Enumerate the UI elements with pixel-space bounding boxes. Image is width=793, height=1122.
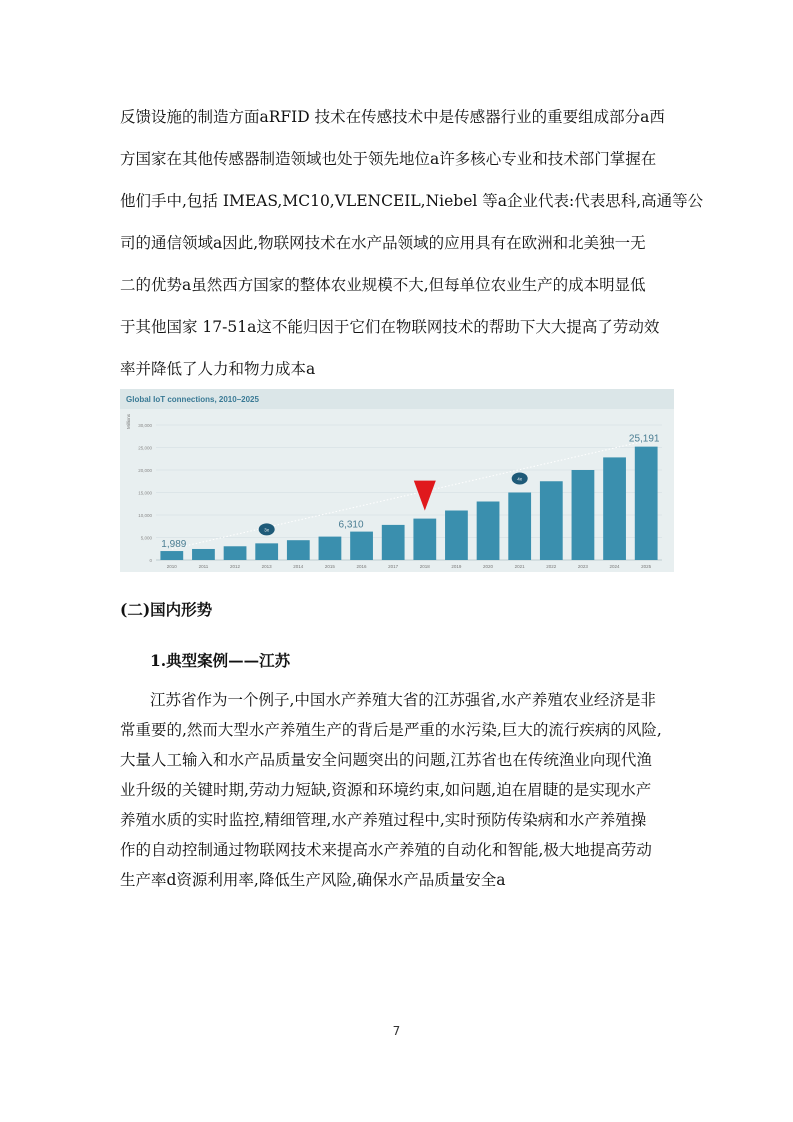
x-tick-label: 2019 [451,564,462,569]
bar [224,546,247,560]
text-line: 方国家在其他传感器制造领域也处于领先地位a许多核心专业和技术部门掌握在 [120,150,657,168]
x-tick-label: 2012 [230,564,241,569]
y-tick-label: 30,000 [138,423,152,428]
data-label: 25,191 [628,433,660,445]
text-line: 司的通信领域a因此,物联网技术在水产品领域的应用具有在欧洲和北美独一无 [120,234,646,252]
section-heading: (二)国内形势 [120,600,213,619]
text-line: 大量人工输入和水产品质量安全问题突出的问题,江苏省也在传统渔业向现代渔 [120,751,652,769]
bar [255,543,278,560]
data-label: 6,310 [338,519,364,531]
bar [287,540,310,560]
y-tick-label: 25,000 [138,445,152,451]
x-tick-label: 2015 [324,564,335,569]
x-tick-label: 2013 [261,564,272,569]
x-tick-label: 2020 [483,564,494,569]
y-tick-label: 15,000 [138,490,152,496]
text-line: 于其他国家 17-51a这不能归因于它们在物联网技术的帮助下大大提高了劳动效 [120,318,660,336]
x-tick-label: 2017 [388,564,399,569]
text-line: 二的优势a虽然西方国家的整体农业规模不大,但每单位农业生产的成本明显低 [120,276,646,294]
text-line: 反馈设施的制造方面aRFID 技术在传感技术中是传感器行业的重要组成部分a西 [120,108,665,126]
x-tick-label: 2024 [609,564,620,569]
text-line: 生产率d资源利用率,降低生产风险,确保水产品质量安全a [120,871,506,889]
x-tick-label: 2014 [293,564,304,569]
x-tick-label: 2010 [166,564,177,569]
iot-connections-chart [120,389,674,572]
y-tick-label: 20,000 [138,468,152,473]
bar [350,532,373,560]
bar [477,502,500,561]
bar [192,549,215,560]
growth-bubble-label: 3x [264,527,270,533]
x-tick-label: 2011 [198,564,209,569]
bar [572,470,595,560]
x-tick-label: 2023 [577,564,588,569]
y-tick-label: 0 [149,558,152,563]
bar [160,551,183,560]
subsection-heading: 1.典型案例——江苏 [150,651,291,670]
bar [635,447,658,560]
bar [413,519,436,560]
bar [508,493,531,561]
y-tick-label: 10,000 [138,513,152,518]
page-number: 7 [392,1024,401,1038]
x-tick-label: 2022 [546,564,557,569]
text-line: 江苏省作为一个例子,中国水产养殖大省的江苏强省,水产养殖农业经济是非 [150,691,656,709]
y-axis-label: Millions [126,413,131,429]
x-tick-label: 2025 [641,564,652,569]
text-line: 作的自动控制通过物联网技术来提高水产养殖的自动化和智能,极大地提高劳动 [120,841,652,859]
x-tick-label: 2021 [514,564,525,569]
text-line: 养殖水质的实时监控,精细管理,水产养殖过程中,实时预防传染病和水产养殖操 [120,811,647,829]
bar [382,525,405,560]
x-tick-label: 2016 [356,564,367,569]
bar [603,457,626,560]
x-tick-label: 2018 [419,564,430,569]
bar [540,481,563,560]
chart-title: Global IoT connections, 2010–2025 [126,395,259,404]
text-line: 业升级的关键时期,劳动力短缺,资源和环境约束,如问题,迫在眉睫的是实现水产 [120,781,652,799]
bar [445,511,468,561]
growth-bubble-label: 4x [517,476,523,482]
text-line: 他们手中,包括 IMEAS,MC10,VLENCEIL,Niebel 等a企业代表:代表思科,高通等公 [120,192,704,210]
text-line: 常重要的,然而大型水产养殖生产的背后是严重的水污染,巨大的流行疾病的风险, [120,721,662,739]
y-tick-label: 5,000 [140,535,152,541]
text-line: 率并降低了人力和物力成本a [120,360,316,378]
bar [319,537,342,560]
data-label: 1,989 [161,539,187,551]
